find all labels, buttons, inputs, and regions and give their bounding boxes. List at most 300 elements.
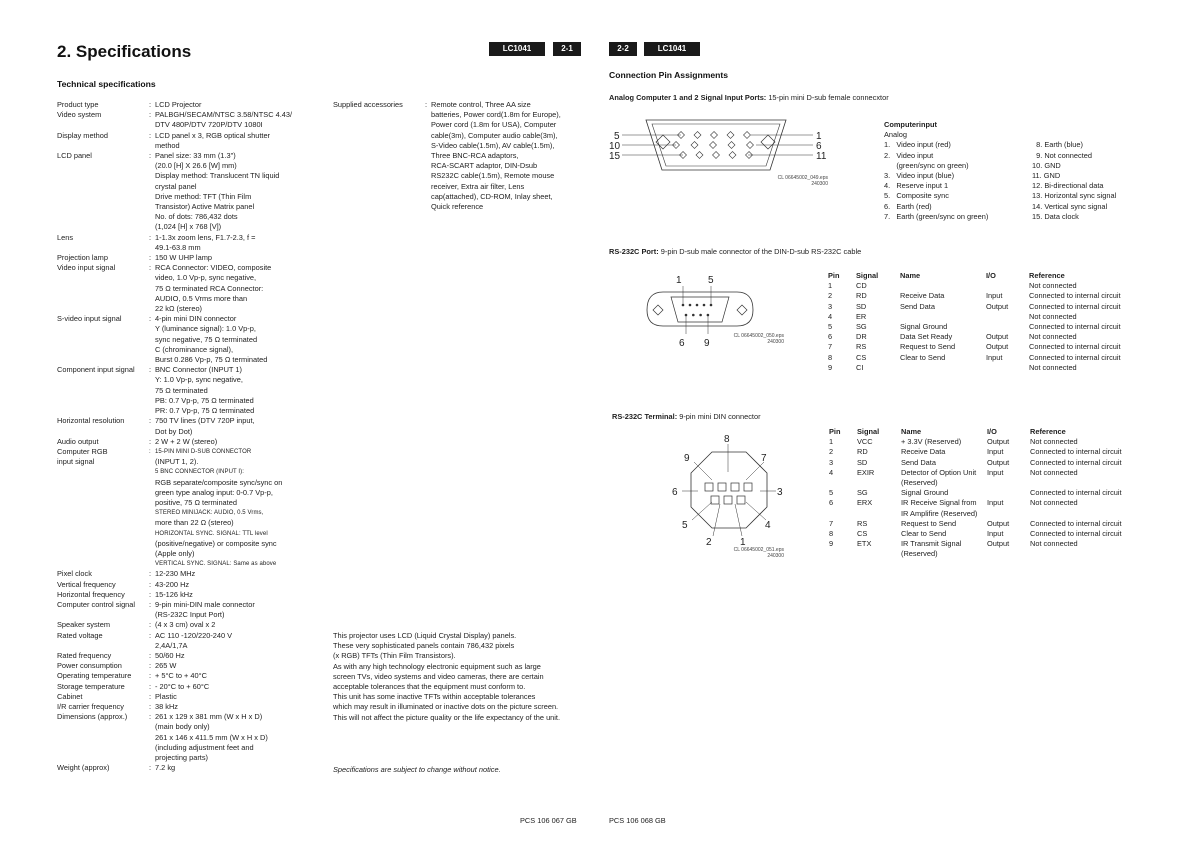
table-cell: 4 (828, 311, 833, 321)
spec-value-line: : 38 kHz (149, 702, 327, 712)
mini-din9-caption (700, 547, 784, 559)
din-label-6: 6 (672, 487, 678, 498)
table-cell: RD (856, 291, 867, 301)
table-cell: 7 (829, 518, 834, 528)
spec-value-line: (positive/negative) or composite sync (155, 538, 277, 548)
table-cell (829, 549, 857, 559)
table-cell: CI (856, 362, 864, 372)
spec-values (149, 590, 327, 600)
dsub9-caption (700, 333, 784, 345)
spec-value-line: (20.0 [H] X 26.6 [W] mm) (155, 161, 237, 171)
table-cell: IR Transmit Signal (901, 539, 962, 549)
lcd-note-line: screen TVs, video systems and video cameras, there are certain (333, 671, 544, 681)
table-cell: SG (856, 322, 867, 332)
table-cell: 6 (828, 332, 833, 342)
spec-value-line: : 15-PIN MINI D-SUB CONNECTOR (149, 447, 327, 457)
page-number-tab-right: 2-2 (609, 42, 637, 56)
spec-value-line: method (155, 140, 180, 150)
spec-value-line: : 50/60 Hz (149, 651, 327, 661)
spec-label: Cabinet (57, 691, 83, 701)
spec-value-line: HORIZONTAL SYNC. SIGNAL: TTL level (155, 530, 268, 537)
spec-value-line: (RS-232C Input Port) (155, 610, 225, 620)
spec-value-line: : PALBGH/SECAM/NTSC 3.58/NTSC 4.43/ (149, 110, 327, 120)
table-cell: Input (987, 529, 1004, 539)
table-cell: 9 (828, 362, 833, 372)
spec-value-line: video, 1.0 Vp-p, sync negative, (155, 273, 257, 283)
spec-row (57, 437, 327, 447)
dsub9-label-1: 1 (676, 275, 682, 286)
mini-din9-caption-file: CL 06645002_051.eps (733, 547, 784, 553)
dsub15-caption (740, 175, 828, 187)
table-cell: 1 (828, 281, 833, 291)
table-cell (857, 509, 901, 519)
spec-value-line: 75 Ω terminated (155, 385, 208, 395)
table-cell: Connected to internal circuit (1029, 322, 1121, 332)
table-cell (1030, 549, 1140, 559)
spec-value-line: (1,024 [H] x 768 [V]) (155, 222, 222, 232)
table-cell: Receive Data (901, 447, 946, 457)
analog-pin-item: 2. Video input (884, 150, 934, 160)
spec-value-line: 22 kΩ (stereo) (155, 304, 203, 314)
table-cell: Input (987, 498, 1004, 508)
table-cell: DR (856, 332, 867, 342)
dsub15-caption-file: CL 06645002_049.eps (777, 175, 828, 181)
accessory-line: RCA-SCART adaptor, DIN-Dsub (431, 161, 538, 171)
table-row (829, 539, 1140, 549)
spec-row (57, 590, 327, 600)
din-label-1: 1 (740, 537, 746, 548)
spec-label: Storage temperature (57, 681, 125, 691)
spec-row (57, 620, 327, 630)
table-header-cell: Reference (1030, 427, 1066, 436)
lcd-note-line: This unit has some inactive TFTs within acceptable tolerances (333, 692, 536, 702)
table-row (829, 488, 1140, 498)
table-cell: Request to Send (901, 518, 957, 528)
spec-value-line: No. of dots: 786,432 dots (155, 212, 238, 222)
dsub15-label-15: 15 (609, 151, 621, 162)
table-cell: Connected to internal circuit (1029, 352, 1121, 362)
dsub9-label-6: 6 (679, 338, 685, 349)
spec-value-line: : 43-200 Hz (149, 580, 327, 590)
analog-pin-item: 10. GND (1032, 160, 1061, 170)
accessory-line: Three BNC-RCA adaptors, (431, 151, 519, 161)
table-cell: Not connected (1029, 332, 1077, 342)
table-cell: Send Data (901, 457, 936, 467)
spec-values (149, 233, 327, 253)
table-cell: 3 (828, 301, 833, 311)
dsub15-label-11: 11 (816, 151, 827, 162)
spec-label: I/R carrier frequency (57, 701, 124, 711)
spec-label: Horizontal frequency (57, 589, 125, 599)
spec-values (149, 416, 327, 436)
spec-label: Component input signal (57, 365, 135, 375)
spec-values (149, 569, 327, 579)
table-cell (987, 509, 1030, 519)
spec-label: Lens (57, 232, 74, 242)
spec-value-line: RGB separate/composite sync/sync on (155, 477, 283, 487)
spec-label: Product type (57, 100, 99, 109)
table-cell: Connected to internal circuit (1030, 447, 1122, 457)
table-cell (986, 363, 1029, 373)
lcd-note-line: This will not affect the picture quality or the life expectancy of the unit. (333, 712, 561, 722)
spec-row (57, 365, 327, 416)
spec-value-line: VERTICAL SYNC. SIGNAL: Same as above (155, 561, 277, 568)
table-cell: Not connected (1030, 467, 1078, 477)
rs232-port-table (828, 271, 1139, 373)
table-cell: Send Data (900, 301, 935, 311)
model-tab-right: LC1041 (644, 42, 700, 56)
spec-values (149, 151, 327, 233)
din-label-7: 7 (761, 453, 767, 464)
table-header-cell: I/O (986, 271, 996, 280)
spec-value-line: : LCD Projector (149, 100, 327, 110)
analog-list-col1 (884, 140, 1032, 222)
spec-value-line: : RCA Connector: VIDEO, composite (149, 263, 327, 273)
spec-value-line: more than 22 Ω (stereo) (155, 518, 234, 528)
table-row (828, 353, 1139, 363)
table-cell: (Reserved) (901, 478, 938, 488)
spec-row (57, 600, 327, 620)
spec-value-line: : 150 W UHP lamp (149, 253, 327, 263)
rs232-port-title-bold: RS-232C Port: (609, 247, 659, 256)
accessory-line: batteries, Power cord(1.8m for Europe), (431, 110, 561, 120)
table-cell: Signal Ground (900, 322, 948, 332)
table-cell: Detector of Option Unit (901, 467, 977, 477)
spec-values (149, 314, 327, 365)
table-cell: IR Amplifire (Reserved) (901, 508, 978, 518)
table-cell: Output (986, 332, 1009, 342)
din-label-5: 5 (682, 520, 688, 531)
analog-pin-item: 14. Vertical sync signal (1032, 201, 1108, 211)
spec-values (149, 580, 327, 590)
dsub15-pin (696, 152, 703, 159)
table-row (829, 437, 1140, 447)
din-label-4: 4 (765, 520, 771, 531)
table-cell: 8 (828, 352, 833, 362)
spec-label: Video input signal (57, 263, 116, 273)
table-cell: 2 (829, 447, 834, 457)
table-cell: Not connected (1029, 311, 1077, 321)
table-cell: ER (856, 311, 867, 321)
mini-din9-pin (731, 483, 739, 491)
table-cell: 9 (829, 539, 834, 549)
spec-row (57, 131, 327, 151)
dsub9-pin (689, 304, 692, 307)
dsub9-label-9: 9 (704, 338, 710, 349)
spec-row (57, 580, 327, 590)
spec-value-line: : 261 x 129 x 381 mm (W x H x D) (149, 712, 327, 722)
table-cell: RS (857, 518, 868, 528)
table-cell: 5 (828, 322, 833, 332)
analog-pin-item: 13. Horizontal sync signal (1032, 191, 1117, 201)
spec-label: Weight (approx) (57, 763, 110, 773)
table-row (829, 498, 1140, 508)
table-cell: (Reserved) (901, 549, 938, 559)
spec-values (149, 447, 327, 569)
spec-label: S-video input signal (57, 314, 122, 324)
analog-pin-item: 11. GND (1032, 171, 1061, 181)
rs232-terminal-table-wrap (829, 427, 1140, 560)
accessory-line: cap(attached), CD-ROM, Inlay sheet, (431, 191, 553, 201)
spec-values (149, 631, 327, 651)
table-cell: ERX (857, 498, 873, 508)
spec-value-line: Drive method: TFT (Thin Film (155, 191, 252, 201)
analog-pin-item: 12. Bi-directional data (1032, 181, 1104, 191)
spec-row (57, 671, 327, 681)
table-cell (986, 322, 1029, 332)
table-row (828, 363, 1139, 373)
spec-row (57, 263, 327, 314)
spec-row (57, 100, 327, 110)
dsub9-label-5: 5 (708, 275, 714, 286)
table-cell: Output (987, 518, 1010, 528)
table-cell (986, 312, 1029, 322)
analog-pin-item: 1. Video input (red) (884, 140, 951, 150)
din-label-2: 2 (706, 537, 712, 548)
dsub9-left-screw (653, 305, 663, 315)
dsub15-pin (710, 142, 717, 149)
spec-label: Dimensions (approx.) (57, 712, 128, 722)
spec-row (57, 702, 327, 712)
spec-value-line: 49.1-63.8 mm (155, 242, 201, 252)
spec-value-line: AUDIO, 0.5 Vrms more than (155, 293, 248, 303)
table-row (829, 478, 1140, 488)
table-row (829, 458, 1140, 468)
spec-row (57, 253, 327, 263)
spec-label: Display method (57, 130, 108, 140)
table-cell: Clear to Send (901, 529, 947, 539)
table-cell (829, 509, 857, 519)
spec-label: Computer RGB input signal (57, 446, 108, 467)
table-cell: 8 (829, 529, 834, 539)
accessory-line: RS232C cable(1.5m), Remote mouse (431, 171, 555, 181)
spec-row (57, 692, 327, 702)
table-row (828, 312, 1139, 322)
dsub15-pin (744, 132, 751, 139)
spec-label: Computer control signal (57, 599, 136, 609)
dsub15-pin (729, 152, 736, 159)
table-cell: Connected to internal circuit (1030, 529, 1122, 539)
spec-label: Audio output (57, 436, 99, 446)
spec-values (149, 661, 327, 671)
spec-value-line: (INPUT 1, 2). (155, 457, 199, 467)
spec-values (149, 651, 327, 661)
spec-value-line: : 15-126 kHz (149, 590, 327, 600)
lcd-note (333, 631, 588, 723)
table-row (829, 549, 1140, 559)
dsub15-pin (711, 132, 718, 139)
spec-value-line: : 265 W (149, 661, 327, 671)
page-number-tab-left: 2-1 (553, 42, 581, 56)
table-row (828, 281, 1139, 291)
table-cell: 2 (828, 291, 833, 301)
analog-pin-list (884, 120, 1164, 222)
table-header-cell: Signal (857, 427, 880, 436)
supplied-accessories (333, 100, 583, 212)
table-cell: CD (856, 281, 867, 291)
spec-value-line: (including adjustment feet and (155, 742, 254, 752)
spec-value-line: : 4-pin mini DIN connector (149, 314, 327, 324)
spec-value-line: Dot by Dot) (155, 426, 193, 436)
spec-list (57, 100, 327, 773)
dsub15-pin (713, 152, 720, 159)
table-cell: Input (986, 291, 1003, 301)
accessory-line: receiver, Extra air filter, Lens (431, 181, 525, 191)
table-row (829, 468, 1140, 478)
analog-pin-item: 3. Video input (blue) (884, 171, 955, 181)
din-label-3: 3 (777, 487, 783, 498)
table-cell: Request to Send (900, 342, 956, 352)
table-header-cell: Pin (829, 427, 841, 436)
table-row (829, 519, 1140, 529)
spec-value-line: Y (luminance signal): 1.0 Vp-p, (155, 324, 256, 334)
accessory-line: S-Video cable(1.5m), AV cable(1.5m), (431, 140, 555, 150)
spec-row (57, 416, 327, 436)
mini-din9-pin (737, 496, 745, 504)
spec-values (149, 763, 327, 773)
table-row (828, 302, 1139, 312)
table-row (829, 529, 1140, 539)
spec-row (57, 631, 327, 651)
table-cell: Signal Ground (901, 488, 949, 498)
analog-port-title (609, 93, 889, 103)
table-cell: + 3.3V (Reserved) (901, 437, 962, 447)
spec-row (57, 763, 327, 773)
analog-pin-item: (green/sync on green) (884, 160, 969, 170)
spec-label: Horizontal resolution (57, 416, 125, 426)
lcd-note-line: These very sophisticated panels contain 786,432 pixels (333, 641, 515, 651)
table-cell: Connected to internal circuit (1030, 457, 1122, 467)
table-header-row (828, 271, 1139, 281)
accessory-line: Power cord (1.8m for USA), Computer (431, 120, 557, 130)
mini-din9-pin (711, 496, 719, 504)
table-cell (900, 281, 986, 291)
dsub15-pin (728, 142, 735, 149)
spec-values (149, 365, 327, 416)
mini-din9-connector-diagram (668, 430, 788, 555)
table-cell: 7 (828, 342, 833, 352)
table-cell: CS (856, 352, 867, 362)
table-row (828, 291, 1139, 301)
table-cell: Output (986, 301, 1009, 311)
spec-values (149, 712, 327, 763)
table-cell: Input (987, 467, 1004, 477)
spec-value-line: PR: 0.7 Vp-p, 75 Ω terminated (155, 406, 255, 416)
table-cell: SD (857, 457, 868, 467)
spec-label: Pixel clock (57, 569, 92, 579)
table-cell: Output (987, 539, 1010, 549)
spec-value-line: crystal panel (155, 181, 197, 191)
change-note: Specifications are subject to change without notice. (333, 765, 501, 774)
dsub15-pin (747, 142, 754, 149)
dsub15-pin (691, 142, 698, 149)
spec-row (57, 712, 327, 763)
spec-value-line: green type analog input: 0-0.7 Vp-p, (155, 487, 273, 497)
table-header-row (829, 427, 1140, 437)
footer-right: PCS 106 068 GB (609, 816, 666, 825)
dsub15-label-5: 5 (614, 131, 620, 142)
spec-row (57, 661, 327, 671)
table-cell: Not connected (1030, 437, 1078, 447)
dsub15-caption-date: 240300 (811, 181, 828, 187)
analog-list-col2 (1032, 140, 1116, 222)
table-row (828, 332, 1139, 342)
rs232-port-title-rest: 9-pin D-sub male connector of the DIN-D-sub RS-232C cable (658, 247, 862, 256)
spec-value-line: (main body only) (155, 722, 210, 732)
spec-values (149, 702, 327, 712)
dsub9-pin (699, 314, 702, 317)
dsub15-pin (694, 132, 701, 139)
spec-values (149, 131, 327, 151)
spec-values (149, 682, 327, 692)
spec-row (57, 110, 327, 130)
mini-din9-pin (744, 483, 752, 491)
lcd-note-line: As with any high technology electronic equipment such as large (333, 661, 541, 671)
analog-pin-item: 4. Reserve input 1 (884, 181, 949, 191)
table-cell: Output (987, 437, 1010, 447)
table-cell: Not connected (1029, 281, 1077, 291)
table-row (829, 509, 1140, 519)
spec-value-line: STEREO MINIJACK: AUDIO, 0.5 Vrms, (155, 510, 264, 517)
table-cell: SD (856, 301, 867, 311)
connection-pin-heading: Connection Pin Assignments (609, 70, 729, 80)
dsub9-pin (696, 304, 699, 307)
accessory-line: : Remote control, Three AA size (425, 100, 583, 110)
dsub9-pin (703, 304, 706, 307)
spec-row (57, 651, 327, 661)
table-cell: Not connected (1030, 539, 1078, 549)
spec-label: Video system (57, 110, 102, 120)
rs232-terminal-title (612, 412, 761, 422)
table-cell: 1 (829, 437, 834, 447)
spec-value-line: 2,4A/1,7A (155, 640, 188, 650)
table-cell (900, 363, 986, 373)
spec-value-line: : LCD panel x 3, RGB optical shutter (149, 131, 327, 141)
accessory-line: cable(3m), Computer audio cable(3m), (431, 130, 558, 140)
spec-value-line: : + 5°C to + 40°C (149, 671, 327, 681)
spec-value-line: C (chrominance signal), (155, 344, 234, 354)
table-header-cell: Pin (828, 271, 840, 280)
analog-port-title-bold: Analog Computer 1 and 2 Signal Input Ports: (609, 93, 767, 102)
spec-value-line: : 1-1.3x zoom lens, F1.7-2.3, f = (149, 233, 327, 243)
table-cell: 4 (829, 467, 834, 477)
spec-value-line: DTV 480P/DTV 720P/DTV 1080I (155, 120, 263, 130)
analog-pin-item: 5. Composite sync (884, 191, 949, 201)
table-cell: SG (857, 488, 868, 498)
technical-specifications-heading: Technical specifications (57, 79, 156, 89)
table-row (829, 447, 1140, 457)
table-header-cell: Signal (856, 271, 879, 280)
spec-row (57, 151, 327, 233)
dsub15-label-1: 1 (816, 131, 822, 142)
rs232-terminal-title-rest: 9-pin mini DIN connector (677, 412, 761, 421)
table-cell: Connected to internal circuit (1029, 342, 1121, 352)
spec-value-line: positive, 75 Ω terminated (155, 497, 237, 507)
table-cell (987, 478, 1030, 488)
spec-value-line: : 9-pin mini-DIN male connector (149, 600, 327, 610)
table-cell: Not connected (1030, 498, 1078, 508)
spec-label: Rated frequency (57, 650, 112, 660)
spec-label: Operating temperature (57, 671, 132, 681)
table-cell: Not connected (1029, 362, 1077, 372)
table-cell (986, 281, 1029, 291)
table-cell: ETX (857, 539, 872, 549)
table-cell (857, 478, 901, 488)
footer-left: PCS 106 067 GB (520, 816, 577, 825)
table-row (828, 322, 1139, 332)
dsub9-pin (692, 314, 695, 317)
spec-label: Rated voltage (57, 630, 103, 640)
